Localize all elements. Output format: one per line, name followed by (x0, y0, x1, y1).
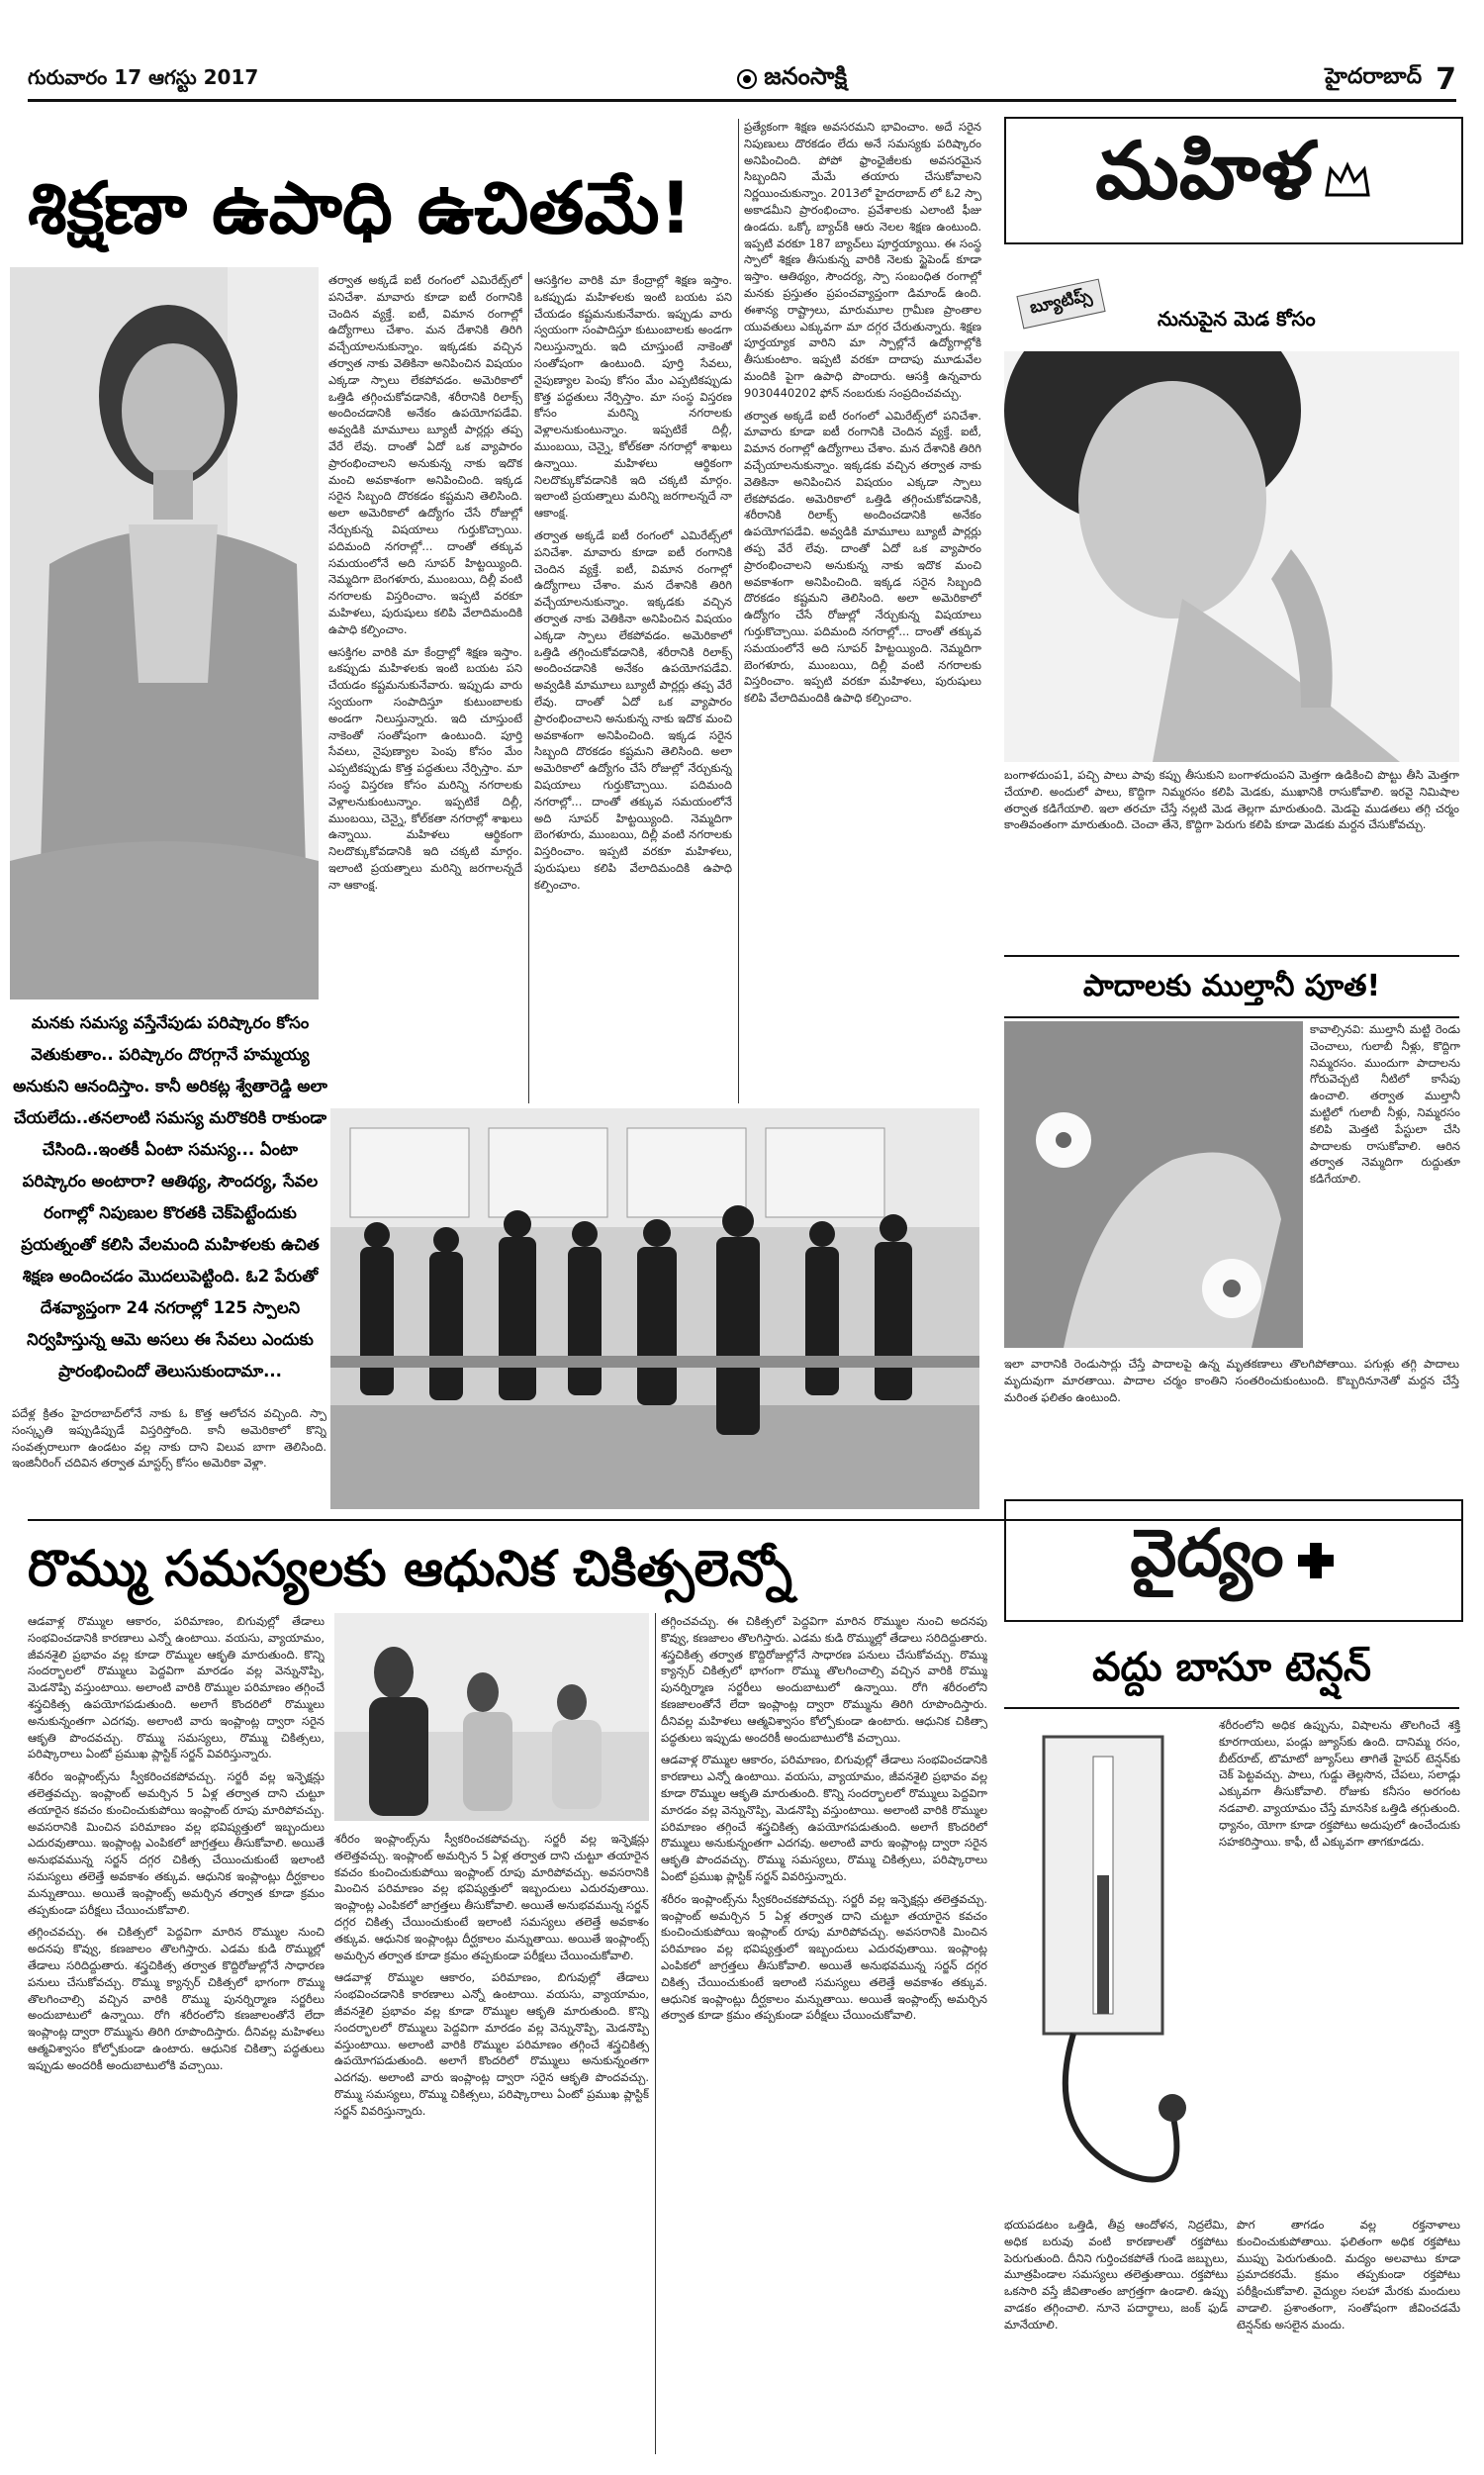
neck-care-text: బంగాళదుంప1, పచ్చి పాలు పావు కప్పు తీసుకుని బంగాళదుంపని మెత్తగా ఉడికించి పొట్టు తీసి మెత్తగా చేయాలి. అందులో పాలు, కొద్దిగా నిమ్మరసం కలిపి మెడకు, ముఖానికి రాసుకోవాలి. ఇరవై నిమిషాల తర్వాత కడిగేయాలి. ఇలా తరచూ చేస్తే నల్లటి మెడ తెల్లగా మారుతుంది. మెడపై ముడతలు తగ్గి చర్మం కాంతివంతంగా మారుతుంది. చెంచా తేనె, కొద్దిగా పెరుగు కలిపి కూడా మెడకు మర్దన చేసుకోవచ్చు. (1004, 768, 1459, 832)
health-column-1-text: ఆడవాళ్ల రొమ్ముల ఆకారం, పరిమాణం, బిగువుల్లో తేడాలు సంభవించడానికి కారణాలు ఎన్నో ఉంటాయి. వయసు, వ్యాయామం, జీవనశైలి ప్రభావం వల్ల కూడా రొమ్ముల ఆకృతి మారుతుంది. కొన్ని సందర్భాలలో రొమ్ములు పెద్దవిగా మారడం వల్ల వెన్నునొప్పి, మెడనొప్పి వస్తుంటాయి. అలాంటి వారికి రొమ్ముల పరిమాణం తగ్గించే శస్త్రచికిత్స ఉపయోగపడుతుంది. అలాగే కొందరిలో రొమ్ములు అనుకున్నంతగా ఎదగవు. అలాంటి వారు ఇంప్లాంట్ల ద్వారా సరైన ఆకృతి పొందవచ్చు. రొమ్ము సమస్యలు, రొమ్ము చికిత్సలు, పరిష్కారాలు ఏంటో ప్రముఖ ప్లాస్టిక్ సర్జన్ వివరిస్తున్నారు. (28, 1614, 325, 1761)
lead-column-2-more: తర్వాత అక్కడే ఐటీ రంగంలో ఎమిరేట్స్‌లో పనిచేశా. మావారు కూడా ఐటీ రంగానికి చెందిన వ్యక్తే. ఐటీ, విమాన రంగాల్లో ఉద్యోగాలు చేశాం. మన దేశానికి తిరిగి వచ్చేయాలనుకున్నాం. ఇక్కడకు వచ్చిన తర్వాత నాకు వెతికినా అనిపించిన విషయం ఎక్కడా స్పాలు లేకపోవడం. అమెరికాలో ఒత్తిడి తగ్గించుకోవడానికి, శరీరానికి రిలాక్స్ అందించడానికి అనేకం ఉపయోగపడేవి. అవ్వడికి మామూలు బ్యూటీ పార్లర్లు తప్ప వేరే లేవు. దాంతో ఏదో ఒక వ్యాపారం ప్రారంభించాలని అనుకున్న నాకు ఇదొక మంచి అవకాశంగా అనిపించింది. ఇక్కడ సరైన సిబ్బంది దొరకడం కష్టమని తెలిసింది. అలా అమెరికాలో ఉద్యోగం చేసే రోజుల్లో నేర్చుకున్న విషయాలు గుర్తుకొచ్చాయి. పదిమంది నగరాల్లో... దాంతో తక్కువ సమయంలోనే అది సూపర్ హిట్టయ్యింది. నెమ్మదిగా బెంగళూరు, ముంబయి, దిల్లీ వంటి నగరాలకు విస్తరించాం. ఇప్పటి వరకూ మహిళలు, పురుషులు కలిపి వేలాదిమందికి ఉపాధి కల్పించాం. (534, 527, 732, 892)
feet-care-photo (1004, 1021, 1303, 1348)
health-divider (655, 1613, 656, 2454)
lead-column-2-text: ఆసక్తిగల వారికి మా కేంద్రాల్లో శిక్షణ ఇస్తాం. ఒకప్పుడు మహిళలకు ఇంటి బయట పని చేయడం కష్టమనుకునేవారు. ఇప్పుడు వారు స్వయంగా సంపాదిస్తూ కుటుంబాలకు అండగా నిలుస్తున్నారు. ఇది చూస్తుంటే నాకెంతో సంతోషంగా ఉంటుంది. పూర్తి సేవలు, నైపుణ్యాల పెంపు కోసం మేం ఎప్పటికప్పుడు కొత్త పద్ధతులు నేర్పిస్తాం. మా సంస్థ విస్తరణ కోసం మరిన్ని నగరాలకు వెళ్లాలనుకుంటున్నాం. ఇప్పటికే దిల్లీ, ముంబయి, చెన్నై, కోల్‌కతా నగరాల్లో శాఖలు ఉన్నాయి. మహిళలు ఆర్థికంగా నిలదొక్కుకోవడానికి ఇది చక్కటి మార్గం. ఇలాంటి ప్రయత్నాలు మరిన్ని జరగాలన్నదే నా ఆకాంక్ష. (534, 273, 732, 521)
feet-care-image (1004, 1021, 1303, 1348)
page-info (1325, 62, 1456, 97)
health-column-1-more: శరీరం ఇంప్లాంట్స్‌ను స్వీకరించకపోవచ్చు. సర్జరీ వల్ల ఇన్ఫెక్షన్లు తలెత్తవచ్చు. ఇంప్లాంట్ అమర్చిన 5 ఏళ్ల తర్వాత దాని చుట్టూ తయారైన కవచం కుంచించుకుపోయి ఇంప్లాంట్ రూపు మారిపోవచ్చు. అవసరానికి మించిన పరిమాణం వల్ల భవిష్యత్తులో ఇబ్బందులు ఎదురవుతాయి. ఇంప్లాంట్ల ఎంపికలో జాగ్రత్తలు తీసుకోవాలి. అయితే అనుభవమున్న సర్జన్ దగ్గర చికిత్స చేయించుకుంటే ఇలాంటి సమస్యలు తలెత్తే అవకాశం తక్కువ. ఆధునిక ఇంప్లాంట్లు దీర్ఘకాలం మన్నుతాయి. అయితే ఇంప్లాంట్స్ అమర్చిన తర్వాత కూడా క్రమం తప్పకుండా పరీక్షలు చేయించుకోవాలి. (28, 1769, 325, 1917)
tension-headline: వద్దు బాసూ టెన్షన్ (1004, 1628, 1459, 1709)
health-column-3-extra: శరీరం ఇంప్లాంట్స్‌ను స్వీకరించకపోవచ్చు. సర్జరీ వల్ల ఇన్ఫెక్షన్లు తలెత్తవచ్చు. ఇంప్లాంట్ అమర్చిన 5 ఏళ్ల తర్వాత దాని చుట్టూ తయారైన కవచం కుంచించుకుపోయి ఇంప్లాంట్ రూపు మారిపోవచ్చు. అవసరానికి మించిన పరిమాణం వల్ల భవిష్యత్తులో ఇబ్బందులు ఎదురవుతాయి. ఇంప్లాంట్ల ఎంపికలో జాగ్రత్తలు తీసుకోవాలి. అయితే అనుభవమున్న సర్జన్ దగ్గర చికిత్స చేయించుకుంటే ఇలాంటి సమస్యలు తలెత్తే అవకాశం తక్కువ. ఆధునిక ఇంప్లాంట్లు దీర్ఘకాలం మన్నుతాయి. అయితే ఇంప్లాంట్స్ అమర్చిన తర్వాత కూడా క్రమం తప్పకుండా పరీక్షలు చేయించుకోవాలి. (661, 1891, 987, 2023)
mahila-logo: మహిళ (1095, 125, 1313, 217)
lead-column-1 (328, 272, 522, 1004)
lead-divider-2 (738, 119, 739, 1103)
lead-divider-1 (528, 272, 529, 1103)
yoga-image (334, 1613, 649, 1821)
neck-care-photo (1004, 351, 1459, 762)
lead-column-3-text: ప్రత్యేకంగా శిక్షణ అవసరమని భావించాం. అదే సరైన నిపుణులు దొరకడం లేదు అనే సమస్యకు పరిష్కారం అనిపించింది. పోపో ఫ్రాంఛైజీలకు అవసరమైన సిబ్బందిని మేమే తయారు చేసుకోవాలని నిర్ణయించుకున్నాం. 2013లో హైదరాబాద్ లో ఓ2 స్పా అకాడమీని ప్రారంభించాం. ప్రవేశాలకు ఎలాంటి ఫీజు ఉండదు. ఒక్కో బ్యాచ్‌కి ఆరు నెలల శిక్షణ ఉంటుంది. ఇప్పటి వరకూ 187 బ్యాచ్‌లు పూర్తయ్యాయి. ఈ సంస్థ స్పాలో శిక్షణ తీసుకున్న వారికి నెలకు స్టైపెండ్ కూడా ఇస్తాం. ఆతిథ్యం, సౌందర్య, స్పా సంబంధిత రంగాల్లో మనకు ప్రస్తుతం ప్రపంచవ్యాప్తంగా డిమాండ్ ఉంది. ఈశాన్య రాష్ట్రాలు, మారుమూల గ్రామీణ ప్రాంతాల యువతులు ఎక్కువగా మా దగ్గర చేరుతున్నారు. శిక్షణ పూర్తయ్యాక వారిని మా స్పాల్లోనే ఉద్యోగాల్లోకి తీసుకుంటాం. ఇప్పటి వరకూ దాదాపు మూడువేల మందికి పైగా ఉపాధి పొందారు. ఆసక్తి ఉన్నవారు 9030440202 ఫోన్ నంబరుకు సంప్రదించవచ్చు. (744, 120, 981, 400)
city-name: హైదరాబాద్ (1325, 64, 1423, 89)
crown-icon (1323, 161, 1372, 201)
lead-column-1-more: ఆసక్తిగల వారికి మా కేంద్రాల్లో శిక్షణ ఇస్తాం. ఒకప్పుడు మహిళలకు ఇంటి బయట పని చేయడం కష్టమనుకునేవారు. ఇప్పుడు వారు స్వయంగా సంపాదిస్తూ కుటుంబాలకు అండగా నిలుస్తున్నారు. ఇది చూస్తుంటే నాకెంతో సంతోషంగా ఉంటుంది. పూర్తి సేవలు, నైపుణ్యాల పెంపు కోసం మేం ఎప్పటికప్పుడు కొత్త పద్ధతులు నేర్పిస్తాం. మా సంస్థ విస్తరణ కోసం మరిన్ని నగరాలకు వెళ్లాలనుకుంటున్నాం. ఇప్పటికే దిల్లీ, ముంబయి, చెన్నై, కోల్‌కతా నగరాల్లో శాఖలు ఉన్నాయి. మహిళలు ఆర్థికంగా నిలదొక్కుకోవడానికి ఇది చక్కటి మార్గం. ఇలాంటి ప్రయత్నాలు మరిన్ని జరగాలన్నదే నా ఆకాంక్ష. (328, 644, 522, 892)
training-class-image (330, 1108, 979, 1509)
health-column-2 (334, 1831, 649, 2454)
paper-title: జనంసాక్షి (764, 62, 848, 90)
page-number: 7 (1436, 61, 1456, 97)
health-column-2-more: ఆడవాళ్ల రొమ్ముల ఆకారం, పరిమాణం, బిగువుల్లో తేడాలు సంభవించడానికి కారణాలు ఎన్నో ఉంటాయి. వయసు, వ్యాయామం, జీవనశైలి ప్రభావం వల్ల కూడా రొమ్ముల ఆకృతి మారుతుంది. కొన్ని సందర్భాలలో రొమ్ములు పెద్దవిగా మారడం వల్ల వెన్నునొప్పి, మెడనొప్పి వస్తుంటాయి. అలాంటి వారికి రొమ్ముల పరిమాణం తగ్గించే శస్త్రచికిత్స ఉపయోగపడుతుంది. అలాగే కొందరిలో రొమ్ములు అనుకున్నంతగా ఎదగవు. అలాంటి వారు ఇంప్లాంట్ల ద్వారా సరైన ఆకృతి పొందవచ్చు. రొమ్ము సమస్యలు, రొమ్ము చికిత్సలు, పరిష్కారాలు ఏంటో ప్రముఖ ప్లాస్టిక్ సర్జన్ వివరిస్తున్నారు. (334, 1970, 649, 2118)
health-column-3-text: తగ్గించవచ్చు. ఈ చికిత్సలో పెద్దవిగా మారిన రొమ్ముల నుంచి అదనపు కొవ్వు, కణజాలం తొలగిస్తారు. ఎడమ కుడి రొమ్ముల్లో తేడాలు సరిదిద్దుతారు. శస్త్రచికిత్స తర్వాత కొద్దిరోజుల్లోనే సాధారణ పనులు చేసుకోవచ్చు. రొమ్ము క్యాన్సర్ చికిత్సలో భాగంగా రొమ్ము తొలగించాల్సి వచ్చిన వారికి రొమ్ము పునర్నిర్మాణ సర్జరీలు అందుబాటులో ఉన్నాయి. రోగి శరీరంలోని కణజాలంతోనే లేదా ఇంప్లాంట్ల ద్వారా రొమ్మును తిరిగి రూపొందిస్తారు. దీనివల్ల మహిళలు ఆత్మవిశ్వాసం కోల్పోకుండా ఉంటారు. ఆధునిక చికిత్సా పద్ధతులు ఇప్పుడు అందరికీ అందుబాటులోకి వచ్చాయి. (661, 1614, 987, 1745)
vaidyam-column-right: శరీరంలోని అధిక ఉప్పును, విషాలను తొలగించే శక్తి కూరగాయలు, పండ్లు జ్యూస్‌కు ఉంది. దానిమ్మ రసం, బీట్‌రూట్, టొమాటో జ్యూస్‌లు తాగితే హైపర్ టెన్షన్‌కు చెక్ పెట్టవచ్చు. పాలు, గుడ్డు తెల్లసొన, చేపలు, సలాడ్లు ఎక్కువగా తీసుకోవాలి. రోజుకు కనీసం అరగంట నడవాలి. వ్యాయామం చేస్తే మానసిక ఒత్తిడి తగ్గుతుంది. ధ్యానం, యోగా కూడా రక్తపోటు అదుపులో ఉంచేందుకు సహకరిస్తాయి. కాఫీ, టీ ఎక్కువగా తాగకూడదు. (1219, 1718, 1460, 1849)
founder-photo-image (10, 267, 319, 1000)
lead-tail: పదేళ్ల క్రితం హైదరాబాద్‌లోనే నాకు ఓ కొత్త ఆలోచన వచ్చింది. స్పా సంస్కృతి ఇప్పుడిప్పుడే విస్తరిస్తోంది. కానీ అమెరికాలో కొన్ని సంవత్సరాలుగా ఉండటం వల్ల నాకు దాని విలువ బాగా తెలిసింది. ఇంజినీరింగ్ చదివిన తర్వాత మాస్టర్స్ కోసం అమెరికా వెళ్లా. (12, 1406, 326, 1471)
lead-column-3-more: తర్వాత అక్కడే ఐటీ రంగంలో ఎమిరేట్స్‌లో పనిచేశా. మావారు కూడా ఐటీ రంగానికి చెందిన వ్యక్తే. ఐటీ, విమాన రంగాల్లో ఉద్యోగాలు చేశాం. మన దేశానికి తిరిగి వచ్చేయాలనుకున్నాం. ఇక్కడకు వచ్చిన తర్వాత నాకు వెతికినా అనిపించిన విషయం ఎక్కడా స్పాలు లేకపోవడం. అమెరికాలో ఒత్తిడి తగ్గించుకోవడానికి, శరీరానికి రిలాక్స్ అందించడానికి అనేకం ఉపయోగపడేవి. అవ్వడికి మామూలు బ్యూటీ పార్లర్లు తప్ప వేరే లేవు. దాంతో ఏదో ఒక వ్యాపారం ప్రారంభించాలని అనుకున్న నాకు ఇదొక మంచి అవకాశంగా అనిపించింది. ఇక్కడ సరైన సిబ్బంది దొరకడం కష్టమని తెలిసింది. అలా అమెరికాలో ఉద్యోగం చేసే రోజుల్లో నేర్చుకున్న విషయాలు గుర్తుకొచ్చాయి. పదిమంది నగరాల్లో... దాంతో తక్కువ సమయంలోనే అది సూపర్ హిట్టయ్యింది. నెమ్మదిగా బెంగళూరు, ముంబయి, దిల్లీ వంటి నగరాలకు విస్తరించాం. ఇప్పటి వరకూ మహిళలు, పురుషులు కలిపి వేలాదిమందికి ఉపాధి కల్పించాం. (744, 408, 981, 706)
health-column-3-more: ఆడవాళ్ల రొమ్ముల ఆకారం, పరిమాణం, బిగువుల్లో తేడాలు సంభవించడానికి కారణాలు ఎన్నో ఉంటాయి. వయసు, వ్యాయామం, జీవనశైలి ప్రభావం వల్ల కూడా రొమ్ముల ఆకృతి మారుతుంది. కొన్ని సందర్భాలలో రొమ్ములు పెద్దవిగా మారడం వల్ల వెన్నునొప్పి, మెడనొప్పి వస్తుంటాయి. అలాంటి వారికి రొమ్ముల పరిమాణం తగ్గించే శస్త్రచికిత్స ఉపయోగపడుతుంది. అలాగే కొందరిలో రొమ్ములు అనుకున్నంతగా ఎదగవు. అలాంటి వారు ఇంప్లాంట్ల ద్వారా సరైన ఆకృతి పొందవచ్చు. రొమ్ము సమస్యలు, రొమ్ము చికిత్సలు, పరిష్కారాలు ఏంటో ప్రముఖ ప్లాస్టిక్ సర్జన్ వివరిస్తున్నారు. (661, 1753, 987, 1883)
health-column-1 (28, 1613, 325, 2454)
bp-monitor-photo (1004, 1717, 1212, 2212)
issue-date: గురువారం 17 ఆగస్టు 2017 (28, 64, 259, 89)
neck-care-heading: నునుపైన మెడ కోసం (1158, 307, 1316, 331)
newspaper-logo-icon (736, 68, 758, 90)
lead-headline: శిక్షణా ఉపాధి ఉచితమే! (28, 166, 693, 249)
feet-care-heading: పాదాలకు ముల్తానీ పూత! (1004, 955, 1459, 1018)
training-class-photo (330, 1108, 979, 1509)
health-column-2-text: శరీరం ఇంప్లాంట్స్‌ను స్వీకరించకపోవచ్చు. సర్జరీ వల్ల ఇన్ఫెక్షన్లు తలెత్తవచ్చు. ఇంప్లాంట్ అమర్చిన 5 ఏళ్ల తర్వాత దాని చుట్టూ తయారైన కవచం కుంచించుకుపోయి ఇంప్లాంట్ రూపు మారిపోవచ్చు. అవసరానికి మించిన పరిమాణం వల్ల భవిష్యత్తులో ఇబ్బందులు ఎదురవుతాయి. ఇంప్లాంట్ల ఎంపికలో జాగ్రత్తలు తీసుకోవాలి. అయితే అనుభవమున్న సర్జన్ దగ్గర చికిత్స చేయించుకుంటే ఇలాంటి సమస్యలు తలెత్తే అవకాశం తక్కువ. ఆధునిక ఇంప్లాంట్లు దీర్ఘకాలం మన్నుతాయి. అయితే ఇంప్లాంట్స్ అమర్చిన తర్వాత కూడా క్రమం తప్పకుండా పరీక్షలు చేయించుకోవాలి. (334, 1832, 649, 1962)
feet-care-column-1: కావాల్సినవి: ముల్తానీ మట్టి రెండు చెంచాలు, గులాబీ నీళ్లు, కొద్దిగా నిమ్మరసం. ముందుగా పాదాలను గోరువెచ్చటి నీటిలో కాసేపు ఉంచాలి. తర్వాత ముల్తానీ మట్టిలో గులాబీ నీళ్లు, నిమ్మరసం కలిపి మెత్తటి పేస్టులా చేసి పాదాలకు రాసుకోవాలి. ఆరిన తర్వాత నెమ్మదిగా రుద్దుతూ కడిగేయాలి. (1310, 1022, 1460, 1187)
health-column-1-extra: తగ్గించవచ్చు. ఈ చికిత్సలో పెద్దవిగా మారిన రొమ్ముల నుంచి అదనపు కొవ్వు, కణజాలం తొలగిస్తారు. ఎడమ కుడి రొమ్ముల్లో తేడాలు సరిదిద్దుతారు. శస్త్రచికిత్స తర్వాత కొద్దిరోజుల్లోనే సాధారణ పనులు చేసుకోవచ్చు. రొమ్ము క్యాన్సర్ చికిత్సలో భాగంగా రొమ్ము తొలగించాల్సి వచ్చిన వారికి రొమ్ము పునర్నిర్మాణ సర్జరీలు అందుబాటులో ఉన్నాయి. రోగి శరీరంలోని కణజాలంతోనే లేదా ఇంప్లాంట్ల ద్వారా రొమ్మును తిరిగి రూపొందిస్తారు. దీనివల్ల మహిళలు ఆత్మవిశ్వాసం కోల్పోకుండా ఉంటారు. ఆధునిక చికిత్సా పద్ధతులు ఇప్పుడు అందరికీ అందుబాటులోకి వచ్చాయి. (28, 1925, 325, 2072)
lead-column-3 (744, 119, 981, 1103)
founder-photo (10, 267, 319, 1000)
paper-name (736, 62, 847, 96)
lead-standfirst: మనకు సమస్య వస్తేనేపుడు పరిష్కారం కోసం వెతుకుతాం.. పరిష్కారం దొరగ్గానే హమ్మయ్య అనుకుని ఆనందిస్తాం. కానీ అరికట్ల శ్వేతారెడ్డి అలా చేయలేదు..తనలాంటి సమస్య మరొకరికి రాకుండా చేసింది..ఇంతకీ ఏంటా సమస్య... ఏంటా పరిష్కారం అంటారా? ఆతిథ్య, సౌందర్య, సేవల రంగాల్లో నిపుణుల కొరతకి చెక్‌పెట్టేందుకు ప్రయత్నంతో కలిసి వేలమంది మహిళలకు ఉచిత శిక్షణ అందించడం మొదలుపెట్టింది. ఓ2 పేరుతో దేశవ్యాప్తంగా 24 నగరాల్లో 125 స్పాలని నిర్వహిస్తున్న ఆమె అసలు ఈ సేవలు ఎందుకు ప్రారంభించిందో తెలుసుకుందామా... (13, 1013, 327, 1380)
bp-monitor-icon (1004, 1717, 1212, 2212)
health-headline: రొమ్ము సమస్యలకు ఆధునిక చికిత్సలెన్నో (28, 1540, 792, 1597)
vaidyam-column-bottom-left: భయపడటం ఒత్తిడి, తీవ్ర ఆందోళన, నిద్రలేమి, అధిక బరువు వంటి కారణాలతో రక్తపోటు పెరుగుతుంది. దీనిని గుర్తించకపోతే గుండె జబ్బులు, మూత్రపిండాల సమస్యలు తలెత్తుతాయి. రక్తపోటు ఒకసారి వస్తే జీవితాంతం జాగ్రత్తగా ఉండాలి. ఉప్పు వాడకం తగ్గించాలి. నూనె పదార్థాలు, జంక్ ఫుడ్ మానేయాలి. (1004, 2218, 1228, 2332)
beauty-tips-badge: బ్యూటిప్స్ (1016, 279, 1105, 330)
health-column-3 (661, 1613, 987, 2454)
lead-column-2 (534, 272, 732, 1103)
vaidyam-logo: వైద్యం (1130, 1514, 1284, 1591)
medical-cross-icon (1294, 1539, 1338, 1582)
vaidyam-column-bottom-right: పొగ తాగడం వల్ల రక్తనాళాలు కుంచించుకుపోతాయి. ఫలితంగా అధిక రక్తపోటు ముప్పు పెరుగుతుంది. మద్యం అలవాటు కూడా ప్రమాదకరమే. క్రమం తప్పకుండా రక్తపోటు పరీక్షించుకోవాలి. వైద్యుల సలహా మేరకు మందులు వాడాలి. ప్రశాంతంగా, సంతోషంగా జీవించడమే టెన్షన్‌కు అసలైన మందు. (1237, 2218, 1460, 2332)
mahila-logo-box (1004, 117, 1463, 244)
masthead (28, 59, 1456, 102)
yoga-photo (334, 1613, 649, 1821)
lead-column-1-text: తర్వాత అక్కడే ఐటీ రంగంలో ఎమిరేట్స్‌లో పనిచేశా. మావారు కూడా ఐటీ రంగానికి చెందిన వ్యక్తే. ఐటీ, విమాన రంగాల్లో ఉద్యోగాలు చేశాం. మన దేశానికి తిరిగి వచ్చేయాలనుకున్నాం. ఇక్కడకు వచ్చిన తర్వాత నాకు వెతికినా అనిపించిన విషయం ఎక్కడా స్పాలు లేకపోవడం. అమెరికాలో ఒత్తిడి తగ్గించుకోవడానికి, శరీరానికి రిలాక్స్ అందించడానికి అనేకం ఉపయోగపడేవి. అవ్వడికి మామూలు బ్యూటీ పార్లర్లు తప్ప వేరే లేవు. దాంతో ఏదో ఒక వ్యాపారం ప్రారంభించాలని అనుకున్న నాకు ఇదొక మంచి అవకాశంగా అనిపించింది. ఇక్కడ సరైన సిబ్బంది దొరకడం కష్టమని తెలిసింది. అలా అమెరికాలో ఉద్యోగం చేసే రోజుల్లో నేర్చుకున్న విషయాలు గుర్తుకొచ్చాయి. పదిమంది నగరాల్లో... దాంతో తక్కువ సమయంలోనే అది సూపర్ హిట్టయ్యింది. నెమ్మదిగా బెంగళూరు, ముంబయి, దిల్లీ వంటి నగరాలకు విస్తరించాం. ఇప్పటి వరకూ మహిళలు, పురుషులు కలిపి వేలాదిమందికి ఉపాధి కల్పించాం. (328, 273, 522, 636)
vaidyam-logo-box (1004, 1499, 1463, 1622)
neck-care-image (1004, 351, 1459, 762)
feet-care-column-2: ఇలా వారానికి రెండుసార్లు చేస్తే పాదాలపై ఉన్న మృతకణాలు తొలగిపోతాయి. పగుళ్లు తగ్గి పాదాలు మృదువుగా మారతాయి. పాదాల చర్మం కాంతిని సంతరించుకుంటుంది. కొబ్బరినూనెతో మర్దన చేస్తే మరింత ఫలితం ఉంటుంది. (1004, 1357, 1459, 1404)
